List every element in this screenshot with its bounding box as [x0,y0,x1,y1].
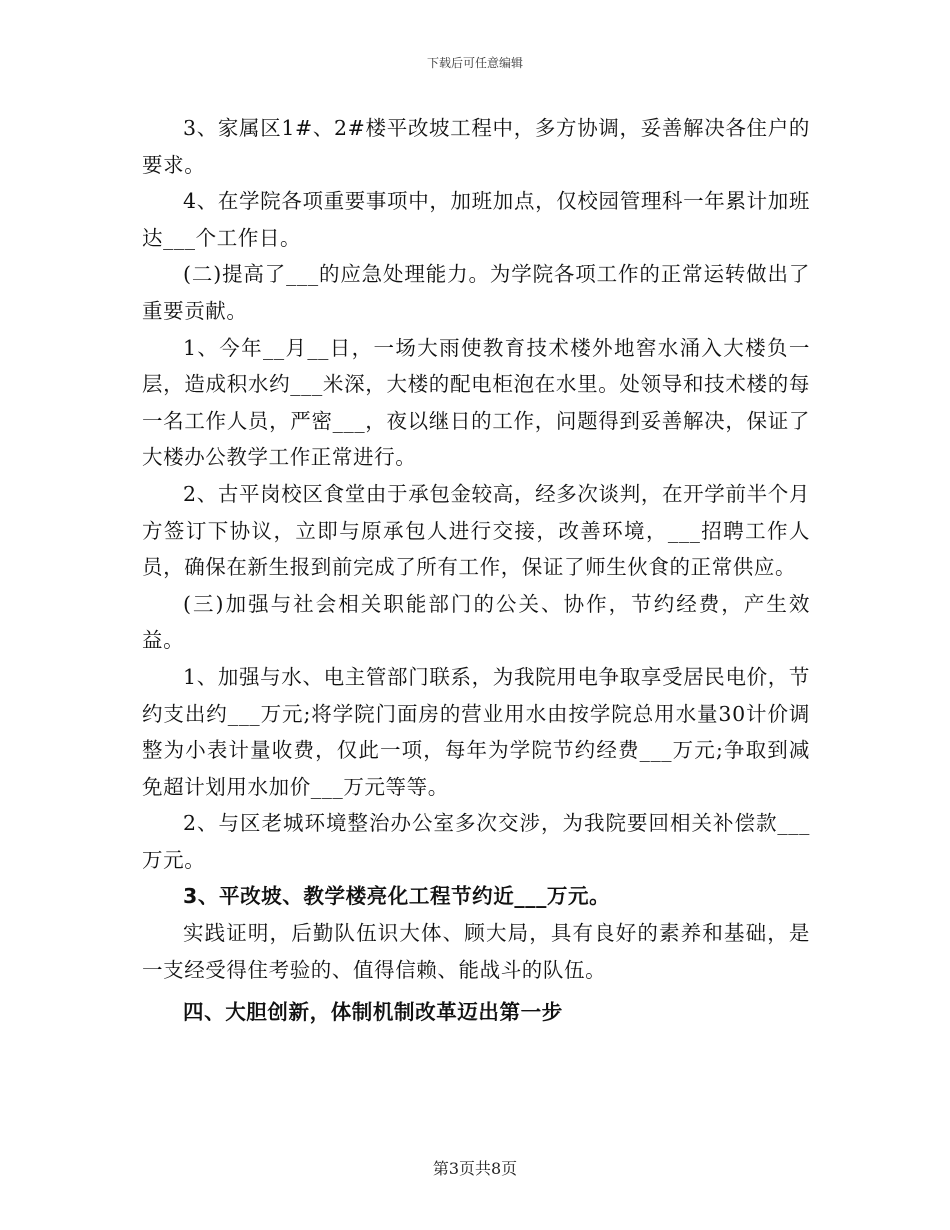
paragraph-item-2b: 2、与区老城环境整治办公室多次交涉，为我院要回相关补偿款___万元。 [142,811,810,872]
paragraph-item-1b: 1、加强与水、电主管部门联系，为我院用电争取享受居民电价，节约支出约___万元;将学院门面房的营业用水由按学院总用水量30计价调整为小表计量收费，仅此一项，每年为学院节约经费___万元;争取到减免超计划用水加价___万元等等。 [142,664,810,799]
paragraph-item-2: 2、古平岗校区食堂由于承包金较高，经多次谈判，在开学前半个月方签订下协议，立即与原承包人进行交接，改善环境，___招聘工作人员，确保在新生报到前完成了所有工作，保证了师生伙食的正常供应。 [142,481,810,580]
paragraph-item-3b-bold: 3、平改坡、教学楼亮化工程节约近___万元。 [183,884,611,909]
paragraph-section-3: (三)加强与社会相关职能部门的公关、协作，节约经费，产生效益。 [142,591,810,653]
page-number-footer: 第3页共8页 [432,1159,518,1178]
document-body [142,110,810,1031]
paragraph-section-2: (二)提高了___的应急处理能力。为学院各项工作的正常运转做出了重要贡献。 [142,262,810,323]
paragraph-item-3: 3、家属区1#、2#楼平改坡工程中，多方协调，妥善解决各住户的要求。 [142,116,810,177]
page-header: 下载后可任意编辑 [426,56,523,70]
paragraph-summary: 实践证明，后勤队伍识大体、顾大局，具有良好的素养和基础，是一支经受得住考验的、值得信赖、能战斗的队伍。 [142,921,810,982]
paragraph-item-1: 1、今年__月__日，一场大雨使教育技术楼外地窖水涌入大楼负一层，造成积水约___米深，大楼的配电柜泡在水里。处领导和技术楼的每一名工作人员，严密___，夜以继日的工作，问题得到妥善解决，保证了大楼办公教学工作正常进行。 [142,335,810,470]
paragraph-item-4: 4、在学院各项重要事项中，加班加点，仅校园管理科一年累计加班达___个工作日。 [142,189,810,250]
section-heading-4: 四、大胆创新，体制机制改革迈出第一步 [183,1000,563,1025]
